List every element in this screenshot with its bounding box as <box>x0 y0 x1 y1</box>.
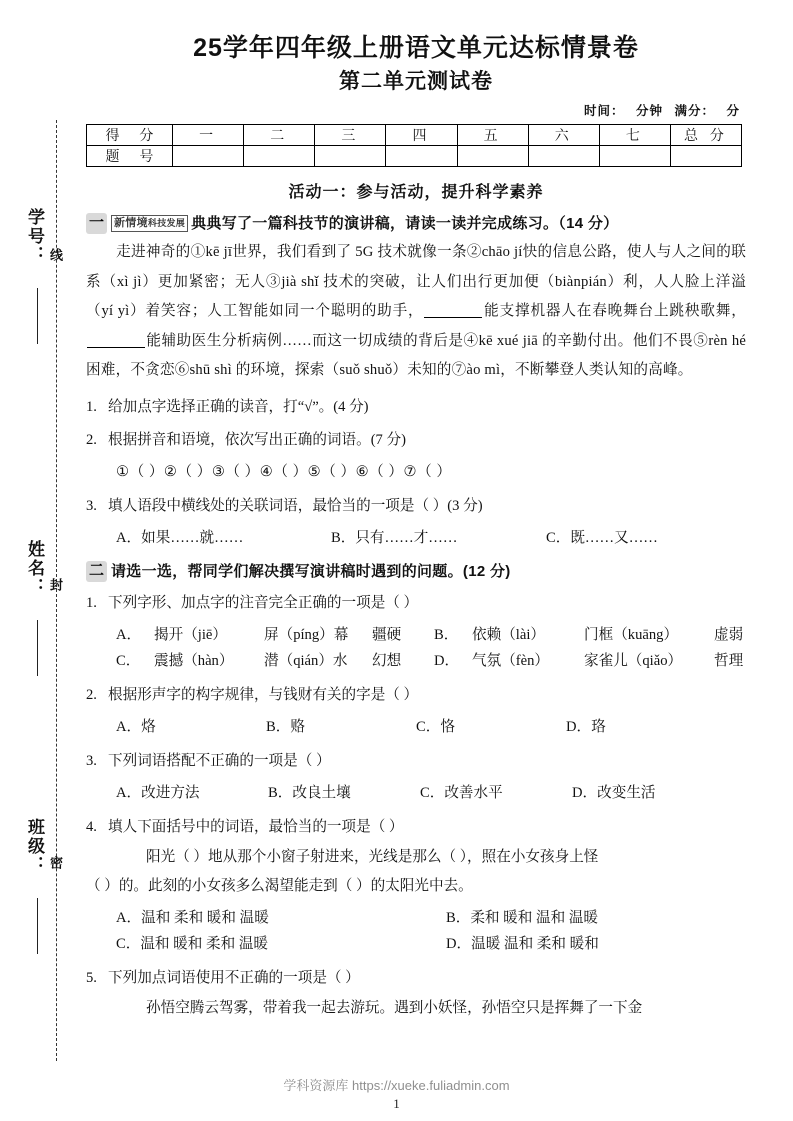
score-col-5: 五 <box>457 125 528 146</box>
passage-blank-2[interactable] <box>87 347 145 348</box>
score-col-total: 总 分 <box>670 125 741 146</box>
s1-question-1 <box>86 395 746 419</box>
number-cell-2[interactable] <box>244 146 315 167</box>
s1-q3-number: 3. <box>86 497 97 514</box>
s2-q1-option-b-item-3: 虚弱 <box>714 626 744 643</box>
seal-char-line: 线 <box>48 248 63 261</box>
s2-q1-options <box>86 622 746 674</box>
section-2-header <box>86 561 746 582</box>
number-cell-5[interactable] <box>457 146 528 167</box>
score-table-row-number <box>87 146 742 167</box>
seal-char-secret: 密 <box>48 856 63 869</box>
s2-q2-option-a[interactable]: A．烙 <box>116 718 156 735</box>
new-context-badge <box>111 215 188 232</box>
badge-sub-text: 科技发展 <box>147 218 186 229</box>
s2-q3-option-a[interactable]: A．改进方法 <box>116 784 200 801</box>
s2-q2-option-row <box>116 714 746 740</box>
page-subtitle: 第二单元测试卷 <box>339 70 493 93</box>
badge-main-text: 新情境 <box>114 217 148 230</box>
section-1-header <box>86 213 746 234</box>
section-1-title-wrap <box>111 213 618 234</box>
s2-q5-passage-line-1 <box>86 994 746 1023</box>
passage-line-4b: 能辅助医生分析病例……而这一切成绩的背后 <box>146 332 449 349</box>
s2-q1-option-d-label[interactable]: D． <box>434 652 460 669</box>
seal-label-name: 姓名： <box>25 540 44 597</box>
activity-banner: 活动一：参与活动，提升科学素养 <box>288 184 544 202</box>
time-label: 时间： <box>583 104 625 119</box>
s2-question-1 <box>86 591 746 615</box>
number-cell-total[interactable] <box>670 146 741 167</box>
seal-label-class: 班级： <box>25 818 44 875</box>
score-col-4: 四 <box>386 125 457 146</box>
page-title: 25学年四年级上册语文单元达标情景卷 <box>193 34 639 62</box>
s2-q1-option-row-1 <box>116 622 746 648</box>
s2-q1-option-d-item-1: 气氛（fèn） <box>472 652 550 669</box>
s2-question-3 <box>86 749 746 773</box>
score-col-7: 七 <box>599 125 670 146</box>
seal-write-line-2 <box>37 620 38 676</box>
s1-q2-text: 根据拼音和语境，依次写出正确的词语。(7 分) <box>108 431 406 448</box>
s2-q2-options <box>86 714 746 740</box>
s2-q4-passage-text-2: （ ）的。此刻的小女孩多么渴望能走到（ ）的太阳光中去。 <box>86 877 473 894</box>
s2-q3-option-b[interactable]: B．改良土壤 <box>268 784 351 801</box>
s2-question-5 <box>86 966 746 990</box>
s2-q1-option-c-item-1: 震撼（hàn） <box>154 652 234 669</box>
s1-question-2 <box>86 428 746 452</box>
s2-q4-text: 填人下面括号中的词语，最恰当的一项是（ ） <box>108 818 404 835</box>
fullscore-unit: 分 <box>726 104 740 119</box>
s1-q3-option-b[interactable]: B．只有……才…… <box>331 529 458 546</box>
s2-q4-option-a[interactable]: A．温和 柔和 暖和 温暖 <box>116 909 269 926</box>
s2-q1-text: 下列字形、加点字的注音完全正确的一项是（ ） <box>108 594 419 611</box>
s2-q4-option-row-2 <box>116 931 746 957</box>
s2-q4-passage-line-1 <box>86 843 746 872</box>
s2-q3-option-c[interactable]: C．改善水平 <box>420 784 503 801</box>
number-cell-4[interactable] <box>386 146 457 167</box>
passage-line-5: 是④kē xué jiā 的辛勤付出。他们不畏⑤rèn hé 困难，不贪恋⑥shū shì 的环境，探索 <box>86 332 746 379</box>
score-col-3: 三 <box>315 125 386 146</box>
passage-line-3a: pián）利，人人脸上洋溢（yí yì）着笑容；人工智能如同一个聪明的助手， <box>86 273 746 320</box>
exam-meta <box>86 101 746 119</box>
number-cell-6[interactable] <box>528 146 599 167</box>
s2-q5-text: 下列加点词语使用不正确的一项是（ ） <box>108 969 360 986</box>
seal-write-line-3 <box>37 898 38 954</box>
time-unit: 分钟 <box>635 104 663 119</box>
seal-write-line-1 <box>37 288 38 344</box>
s2-q1-option-a-item-1: 揭开（jiē） <box>154 626 227 643</box>
seal-margin <box>0 0 72 1121</box>
passage-line-3b: 能支 <box>483 303 516 320</box>
fullscore-label: 满分： <box>674 104 715 119</box>
s2-q3-option-row <box>116 780 746 806</box>
s2-q4-passage-line-2 <box>86 872 746 901</box>
s2-q4-number: 4. <box>86 818 97 835</box>
s1-q2-answer-blanks[interactable]: ①（ ）②（ ）③（ ）④（ ）⑤（ ）⑥（ ）⑦（ ） <box>116 463 452 480</box>
passage-line-6: （suǒ shuǒ）未知的⑦ào mì，不断攀登人类认知的高峰。 <box>324 362 693 379</box>
s2-q4-passage-text-1: 阳光（ ）地从那个小窗子射进来，光线是那么（ ），照在小女孩身上怪 <box>146 848 599 865</box>
s2-q4-options <box>86 905 746 957</box>
s2-q1-option-a-item-3: 疆硬 <box>372 626 402 643</box>
s2-q1-option-c-label[interactable]: C． <box>116 652 141 669</box>
section-2-marker: 二 <box>86 561 107 582</box>
s2-q2-option-c[interactable]: C．恪 <box>416 718 455 735</box>
number-cell-3[interactable] <box>315 146 386 167</box>
s2-q2-text: 根据形声字的构字规律，与钱财有关的字是（ ） <box>108 686 419 703</box>
s1-q2-number: 2. <box>86 431 97 448</box>
s1-q3-text: 填人语段中横线处的关联词语，最恰当的一项是（ ）(3 分) <box>108 497 483 514</box>
s2-q2-option-d[interactable]: D．珞 <box>566 718 606 735</box>
s2-q1-option-a-item-2: 屏（píng）幕 <box>264 626 349 643</box>
s2-q2-number: 2. <box>86 686 97 703</box>
page-number: 1 <box>393 1096 400 1111</box>
s2-q4-option-c[interactable]: C．温和 暖和 柔和 温暖 <box>116 935 269 952</box>
s1-q3-options <box>86 525 746 551</box>
s1-q1-number: 1. <box>86 398 97 415</box>
section-1-title: 典典写了一篇科技节的演讲稿，请读一读并完成练习。（14 分） <box>191 215 619 233</box>
s2-q4-option-b[interactable]: B．柔和 暖和 温和 温暖 <box>446 909 599 926</box>
s2-q1-option-c-item-3: 幻想 <box>372 652 402 669</box>
s2-q2-option-b[interactable]: B．赂 <box>266 718 305 735</box>
site-watermark: 学科资源库 https://xueke.fuliadmin.com <box>283 1078 510 1093</box>
s1-q1-text: 给加点字选择正确的读音，打“√”。(4 分) <box>108 398 369 415</box>
s2-q1-option-b-item-1: 依赖（lài） <box>472 626 545 643</box>
score-table-row-score <box>87 125 742 146</box>
s2-q1-option-row-2 <box>116 648 746 674</box>
seal-label-student-id: 学号： <box>25 208 44 265</box>
s2-q1-option-d-item-2: 家雀儿（qiǎo） <box>584 652 683 669</box>
passage-line-4a: 撑机器人在春晚舞台上跳秧歌舞， <box>515 303 746 320</box>
score-col-6: 六 <box>528 125 599 146</box>
s2-q3-option-d[interactable]: D．改变生活 <box>572 784 656 801</box>
s2-q3-number: 3. <box>86 752 97 769</box>
section-1-marker: 一 <box>86 213 107 234</box>
score-table <box>86 124 742 167</box>
score-col-1: 一 <box>173 125 244 146</box>
passage-blank-1[interactable] <box>424 317 482 318</box>
s2-q1-option-c-item-2: 潜（qián）水 <box>264 652 348 669</box>
s1-q3-option-c[interactable]: C．既……又…… <box>546 529 658 546</box>
number-cell-1[interactable] <box>173 146 244 167</box>
s2-q5-passage-text-1: 孙悟空腾云驾雾，带着我一起去游玩。遇到小妖怪，孙悟空只是挥舞了一下金 <box>146 999 643 1016</box>
s1-q3-option-row <box>116 525 746 551</box>
section-2-title: 请选一选，帮同学们解决撰写演讲稿时遇到的问题。(12 分) <box>111 562 511 580</box>
s1-question-3 <box>86 494 746 518</box>
score-row-label: 得 分 <box>87 125 173 146</box>
reading-passage <box>86 238 746 386</box>
s1-q3-option-a[interactable]: A．如果……就…… <box>116 529 244 546</box>
s2-question-4 <box>86 815 746 839</box>
page-content <box>86 0 746 1023</box>
s2-q5-number: 5. <box>86 969 97 986</box>
s2-q1-option-d-item-3: 哲理 <box>714 652 744 669</box>
score-col-2: 二 <box>244 125 315 146</box>
number-cell-7[interactable] <box>599 146 670 167</box>
s2-q3-text: 下列词语搭配不正确的一项是（ ） <box>108 752 331 769</box>
s2-q4-option-d[interactable]: D．温暖 温和 柔和 暖和 <box>446 935 599 952</box>
seal-char-seal: 封 <box>48 578 63 591</box>
s2-q3-options <box>86 780 746 806</box>
s2-q1-number: 1. <box>86 594 97 611</box>
s2-q1-option-a-label[interactable]: A． <box>116 626 142 643</box>
s2-question-2 <box>86 683 746 707</box>
s2-q1-option-b-label[interactable]: B． <box>434 626 459 643</box>
passage-line-2: 与人之间的联系（xì jì）更加紧密；无人③jià shǐ 技术的突破，让人们出行更加便（biàn <box>86 244 746 290</box>
s2-q1-option-b-item-2: 门框（kuāng） <box>584 626 679 643</box>
number-row-label: 题 号 <box>87 146 173 167</box>
passage-line-1: 走进神奇的①kē jī世界，我们看到了 5G 技术就像一条②chāo jí快的信息公路，使人 <box>116 244 657 261</box>
s2-q4-option-row-1 <box>116 905 746 931</box>
